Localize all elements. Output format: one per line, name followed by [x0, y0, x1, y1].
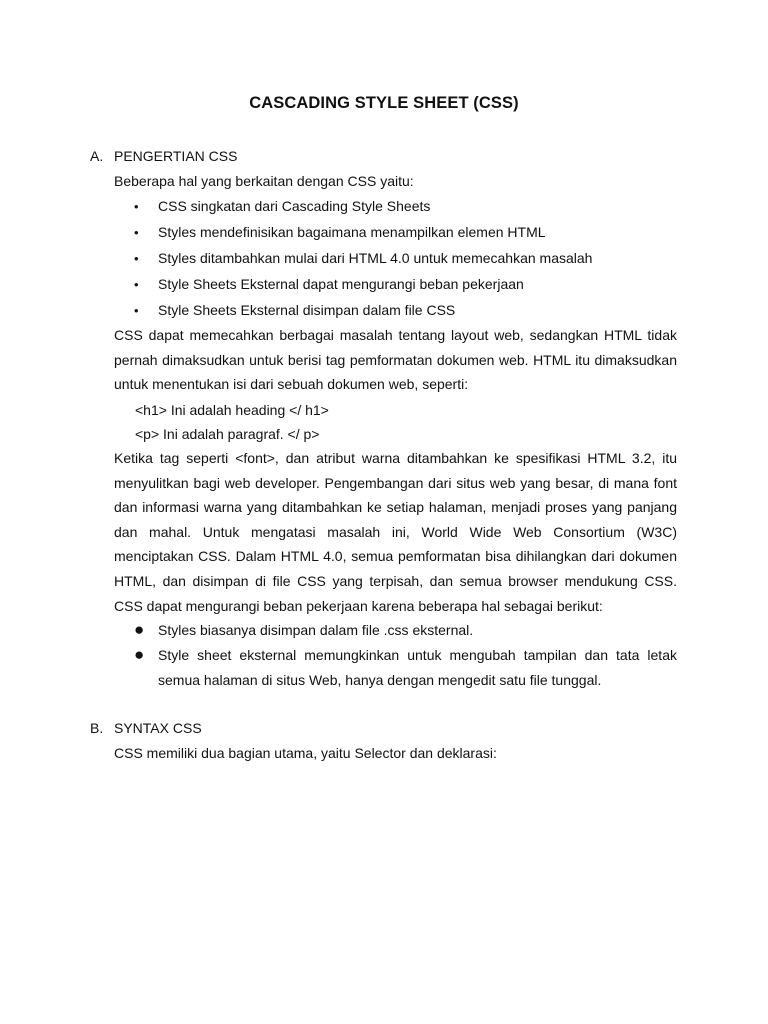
section-b-letter: B.	[90, 720, 104, 736]
bullet-icon: ●	[134, 645, 145, 664]
list-item-text: Styles mendefinisikan bagaimana menampilkan elemen HTML	[158, 224, 546, 240]
section-b-title: SYNTAX CSS	[114, 720, 202, 736]
section-a-letter: A.	[90, 148, 104, 164]
list-item-text: Style Sheets Eksternal dapat mengurangi beban pekerjaan	[158, 276, 524, 292]
bullet-icon: •	[134, 199, 139, 214]
bullet-icon: •	[134, 251, 139, 266]
page-title: CASCADING STYLE SHEET (CSS)	[249, 94, 519, 112]
paragraph-layout-html: CSS dapat memecahkan berbagai masalah tentang layout web, sedangkan HTML tidak pernah dimaksudkan untuk berisi tag pemformatan dokumen web. HTML itu dimaksudkan untuk menentukan isi dari sebuah dokumen web, seperti:	[114, 327, 677, 393]
list-item-text: Styles biasanya disimpan dalam file .css eksternal.	[158, 622, 474, 638]
list-item	[134, 224, 546, 240]
list-item	[134, 276, 524, 292]
list-item	[134, 618, 677, 643]
section-a-heading	[90, 148, 237, 164]
list-item-text: Styles ditambahkan mulai dari HTML 4.0 untuk memecahkan masalah	[158, 250, 593, 266]
list-item	[134, 643, 677, 692]
code-example-heading: <h1> Ini adalah heading </ h1>	[135, 402, 329, 418]
section-b-intro: CSS memiliki dua bagian utama, yaitu Selector dan deklarasi:	[114, 745, 497, 761]
section-a-title: PENGERTIAN CSS	[114, 148, 238, 164]
list-item	[134, 250, 592, 266]
section-b-heading	[90, 720, 202, 736]
bullet-icon: ●	[134, 620, 145, 639]
paragraph-css-history: Ketika tag seperti <font>, dan atribut warna ditambahkan ke spesifikasi HTML 3.2, itu menyulitkan bagi web developer. Pengembangan dari situs web yang besar, di mana font dan informasi warna yang ditambahkan ke setiap halaman, menjadi proses yang panjang dan mahal. Untuk mengatasi masalah ini, World Wide Web Consortium (W3C) menciptakan CSS. Dalam HTML 4.0, semua pemformatan bisa dihilangkan dari dokumen HTML, dan disimpan di file CSS yang terpisah, dan semua browser mendukung CSS. CSS dapat mengurangi beban pekerjaan karena beberapa hal sebagai berikut:	[114, 450, 677, 614]
section-a-intro: Beberapa hal yang berkaitan dengan CSS yaitu:	[114, 173, 414, 189]
bullet-icon: •	[134, 225, 139, 240]
list-item	[134, 302, 455, 318]
bullet-icon: •	[134, 303, 139, 318]
list-item-text: CSS singkatan dari Cascading Style Sheets	[158, 198, 431, 214]
list-item-text: Style Sheets Eksternal disimpan dalam file CSS	[158, 302, 456, 318]
list-item	[134, 198, 430, 214]
list-item-text: Style sheet eksternal memungkinkan untuk mengubah tampilan dan tata letak semua halaman di situs Web, hanya dengan mengedit satu file tunggal.	[158, 647, 677, 688]
bullet-icon: •	[134, 277, 139, 292]
code-example-paragraph: <p> Ini adalah paragraf. </ p>	[135, 426, 320, 442]
